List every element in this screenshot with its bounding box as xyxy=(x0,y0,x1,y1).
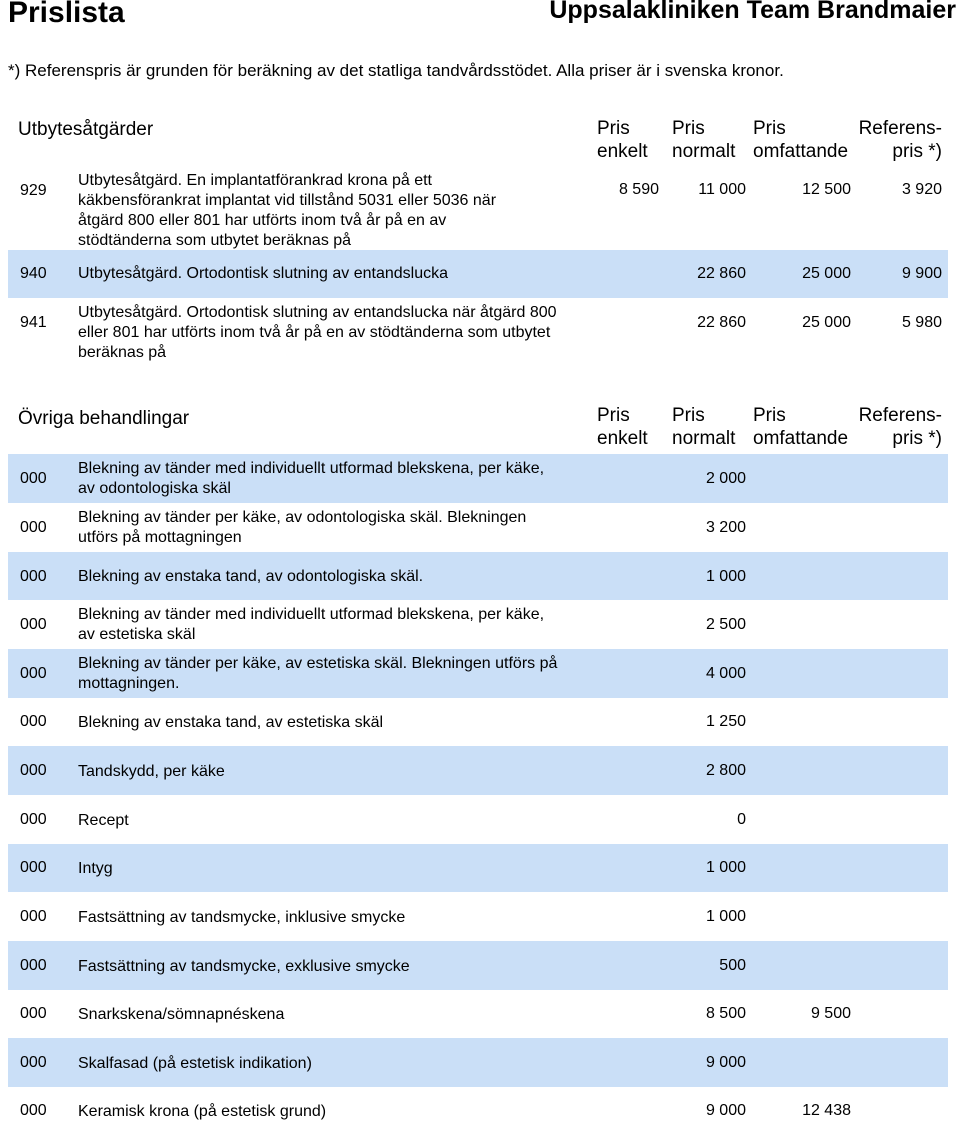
price-normalt: 3 200 xyxy=(705,519,746,536)
treatment-description: Blekning av enstaka tand, av odontologiska skäl. xyxy=(78,568,424,585)
treatment-description: Blekning av tänder med individuellt utformad blekskena, per käke, av estetiska skäl xyxy=(78,606,545,643)
table-row xyxy=(8,454,948,503)
price-normalt: 1 000 xyxy=(705,859,746,876)
treatment-description: Skalfasad (på estetisk indikation) xyxy=(78,1055,312,1072)
page-header xyxy=(0,0,960,40)
treatment-code: 000 xyxy=(20,568,47,585)
table-row xyxy=(8,941,948,990)
reference-price: 9 900 xyxy=(901,265,942,282)
table-row xyxy=(8,600,948,649)
col-header-pris-enkelt: Pris enkelt xyxy=(597,118,648,162)
price-omfattande: 25 000 xyxy=(802,314,851,331)
treatment-description: Blekning av tänder per käke, av odontologiska skäl. Blekningen utförs på mottagningen xyxy=(78,509,527,546)
treatment-code: 929 xyxy=(20,182,47,199)
table-row xyxy=(8,1087,948,1121)
table-row xyxy=(8,649,948,698)
treatment-code: 000 xyxy=(20,519,47,536)
table-row xyxy=(8,698,948,746)
treatment-description: Blekning av tänder per käke, av estetiska skäl. Blekningen utförs på mottagningen. xyxy=(78,655,558,692)
treatment-code: 000 xyxy=(20,1005,47,1022)
section-header-utbytesatgarder xyxy=(0,117,960,161)
treatment-code: 000 xyxy=(20,957,47,974)
table-row xyxy=(8,503,948,552)
table-row xyxy=(8,844,948,892)
treatment-description: Utbytesåtgärd. Ortodontisk slutning av entandslucka xyxy=(78,265,448,282)
table-row xyxy=(8,552,948,600)
price-normalt: 8 500 xyxy=(705,1005,746,1022)
price-normalt: 1 000 xyxy=(705,568,746,585)
table-row xyxy=(8,250,948,298)
table-row xyxy=(8,1038,948,1087)
reference-price: 3 920 xyxy=(901,181,942,198)
price-normalt: 11 000 xyxy=(698,181,746,198)
price-normalt: 500 xyxy=(719,957,746,974)
clinic-name: Uppsalakliniken Team Brandmaier xyxy=(549,0,956,24)
price-normalt: 22 860 xyxy=(697,314,746,331)
price-normalt: 9 000 xyxy=(705,1054,746,1071)
treatment-code: 940 xyxy=(20,265,47,282)
treatment-description: Fastsättning av tandsmycke, exklusive smycke xyxy=(78,958,410,975)
col-header-referenspris: Referens- pris *) xyxy=(858,405,942,449)
col-header-pris-normalt: Pris normalt xyxy=(672,405,736,449)
col-header-referenspris: Referens- pris *) xyxy=(858,118,942,162)
price-normalt: 0 xyxy=(737,811,746,828)
treatment-code: 000 xyxy=(20,713,47,730)
treatment-code: 000 xyxy=(20,665,47,682)
section-header-ovriga-behandlingar xyxy=(0,404,960,448)
treatment-description: Utbytesåtgärd. Ortodontisk slutning av entandslucka när åtgärd 800 eller 801 har utförts inom två år på en av stödtänderna som utbytet beräknas på xyxy=(78,304,557,361)
col-header-pris-normalt: Pris normalt xyxy=(672,118,736,162)
price-omfattande: 25 000 xyxy=(802,265,851,282)
table-row xyxy=(8,166,948,250)
price-normalt: 1 250 xyxy=(705,713,746,730)
price-normalt: 4 000 xyxy=(705,665,746,682)
price-omfattande: 12 500 xyxy=(802,181,851,198)
reference-price-note: *) Referenspris är grunden för beräkning av det statliga tandvårdsstödet. Alla priser är i svenska kronor. xyxy=(8,61,784,80)
treatment-code: 000 xyxy=(20,811,47,828)
price-omfattande: 9 500 xyxy=(810,1005,851,1022)
table-row xyxy=(8,795,948,844)
price-enkelt: 8 590 xyxy=(618,181,659,198)
treatment-description: Fastsättning av tandsmycke, inklusive smycke xyxy=(78,909,406,926)
treatment-description: Snarkskena/sömnapnéskena xyxy=(78,1006,285,1023)
treatment-code: 000 xyxy=(20,762,47,779)
treatment-description: Tandskydd, per käke xyxy=(78,763,225,780)
price-normalt: 2 000 xyxy=(705,470,746,487)
section-title: Övriga behandlingar xyxy=(18,408,190,429)
treatment-description: Recept xyxy=(78,812,129,829)
treatment-code: 000 xyxy=(20,859,47,876)
col-header-pris-omfattande: Pris omfattande xyxy=(753,118,849,162)
treatment-code: 000 xyxy=(20,470,47,487)
treatment-code: 941 xyxy=(20,314,47,331)
treatment-code: 000 xyxy=(20,1102,47,1119)
reference-price: 5 980 xyxy=(901,314,942,331)
treatment-code: 000 xyxy=(20,616,47,633)
treatment-description: Blekning av enstaka tand, av estetiska skäl xyxy=(78,714,384,731)
price-normalt: 22 860 xyxy=(697,265,746,282)
treatment-description: Intyg xyxy=(78,860,113,877)
treatment-description: Utbytesåtgärd. En implantatförankrad krona på ett käkbensförankrat implantat vid tillstånd 5031 eller 5036 när åtgärd 800 eller 801 har utförts inom två år på en av stödtänderna som utbytet beräknas på xyxy=(78,172,497,249)
section-title: Utbytesåtgärder xyxy=(18,119,154,140)
table-row xyxy=(8,298,948,368)
page-title: Prislista xyxy=(8,0,125,29)
price-normalt: 9 000 xyxy=(705,1102,746,1119)
treatment-description: Keramisk krona (på estetisk grund) xyxy=(78,1103,327,1120)
treatment-code: 000 xyxy=(20,1054,47,1071)
price-normalt: 2 800 xyxy=(705,762,746,779)
col-header-pris-enkelt: Pris enkelt xyxy=(597,405,648,449)
col-header-pris-omfattande: Pris omfattande xyxy=(753,405,849,449)
table-row xyxy=(8,892,948,941)
treatment-code: 000 xyxy=(20,908,47,925)
price-omfattande: 12 438 xyxy=(802,1102,851,1119)
treatment-description: Blekning av tänder med individuellt utformad blekskena, per käke, av odontologiska skäl xyxy=(78,460,545,497)
price-normalt: 2 500 xyxy=(705,616,746,633)
table-row xyxy=(8,990,948,1038)
price-normalt: 1 000 xyxy=(705,908,746,925)
table-row xyxy=(8,746,948,795)
